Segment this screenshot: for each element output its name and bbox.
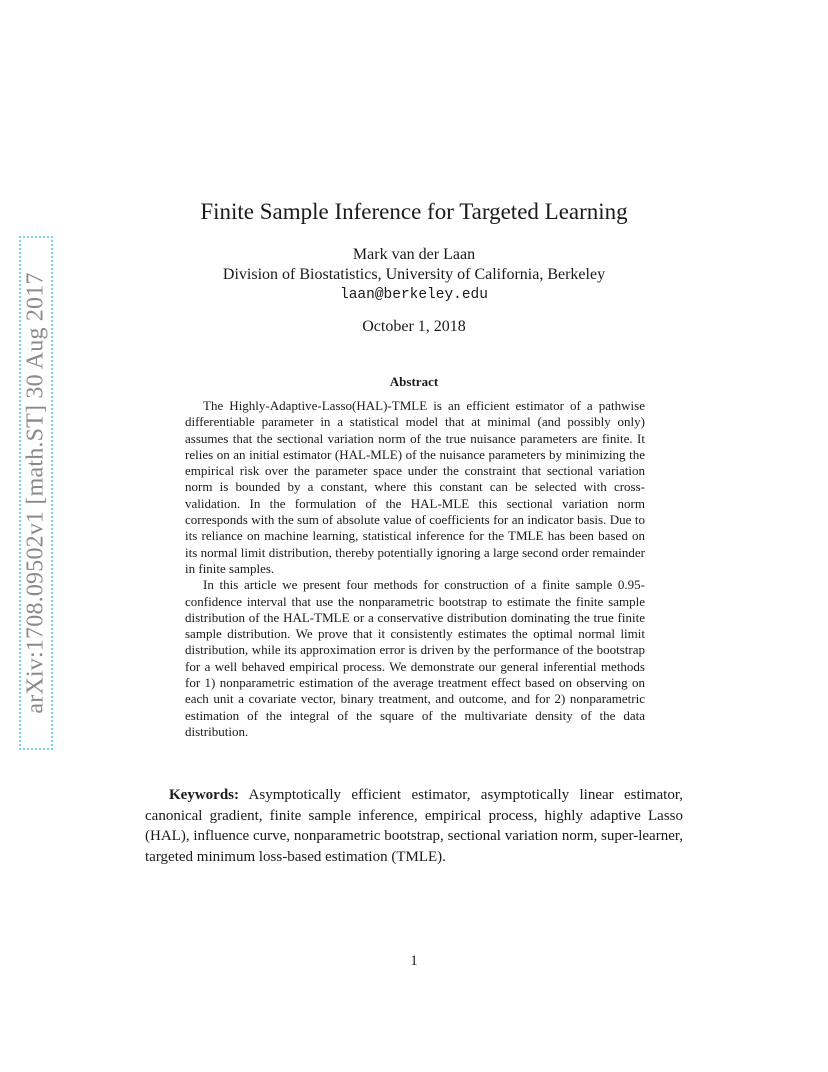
abstract-body bbox=[185, 398, 645, 740]
keywords-block bbox=[145, 785, 683, 867]
author-affiliation: Division of Biostatistics, University of California, Berkeley bbox=[222, 266, 606, 283]
keywords-text: Asymptotically efficient estimator, asymptotically linear estimator, canonical gradient, finite sample inference, empirical process, highly adaptive Lasso (HAL), influence curve, nonparametric bootstrap, sectional variation norm, super-learner, targeted minimum loss-based estimation (TMLE). bbox=[145, 787, 683, 865]
arxiv-stamp bbox=[19, 236, 53, 750]
abstract-heading: Abstract bbox=[389, 374, 439, 389]
paper-date: October 1, 2018 bbox=[362, 318, 466, 335]
abstract-paragraph: In this article we present four methods for construction of a finite sample 0.95-confidence interval that use the nonparametric bootstrap to estimate the finite sample distribution of the HAL-TMLE or a conservative distribution dominating the true finite sample distribution. We prove that it consistently estimates the optimal normal limit distribution, while its approximation error is driven by the performance of the bootstrap for a well behaved empirical process. We demonstrate our general inferential methods for 1) nonparametric estimation of the average treatment effect based on observing on each unit a covariate vector, binary treatment, and outcome, and for 2) nonparametric estimation of the integral of the square of the multivariate density of the data distribution. bbox=[185, 577, 645, 739]
page-number: 1 bbox=[410, 953, 418, 969]
author-email[interactable]: laan@berkeley.edu bbox=[340, 287, 488, 303]
arxiv-stamp-text: arXiv:1708.09502v1 [math.ST] 30 Aug 2017 bbox=[22, 272, 49, 714]
paper-title: Finite Sample Inference for Targeted Learning bbox=[200, 199, 628, 224]
keywords-label: Keywords: bbox=[169, 787, 239, 803]
abstract-paragraph: The Highly-Adaptive-Lasso(HAL)-TMLE is an efficient estimator of a pathwise differentiable parameter in a statistical model that at minimal (and possibly only) assumes that the sectional variation norm of the true nuisance parameters are finite. It relies on an initial estimator (HAL-MLE) of the nuisance parameters by minimizing the empirical risk over the parameter space under the constraint that sectional variation norm is bounded by a constant, where this constant can be selected with cross-validation. In the formulation of the HAL-MLE this sectional variation norm corresponds with the sum of absolute value of coefficients for an indicator basis. Due to its reliance on machine learning, statistical inference for the TMLE has been based on its normal limit distribution, thereby potentially ignoring a large second order remainder in finite samples. bbox=[185, 398, 645, 576]
author-name: Mark van der Laan bbox=[352, 246, 476, 263]
